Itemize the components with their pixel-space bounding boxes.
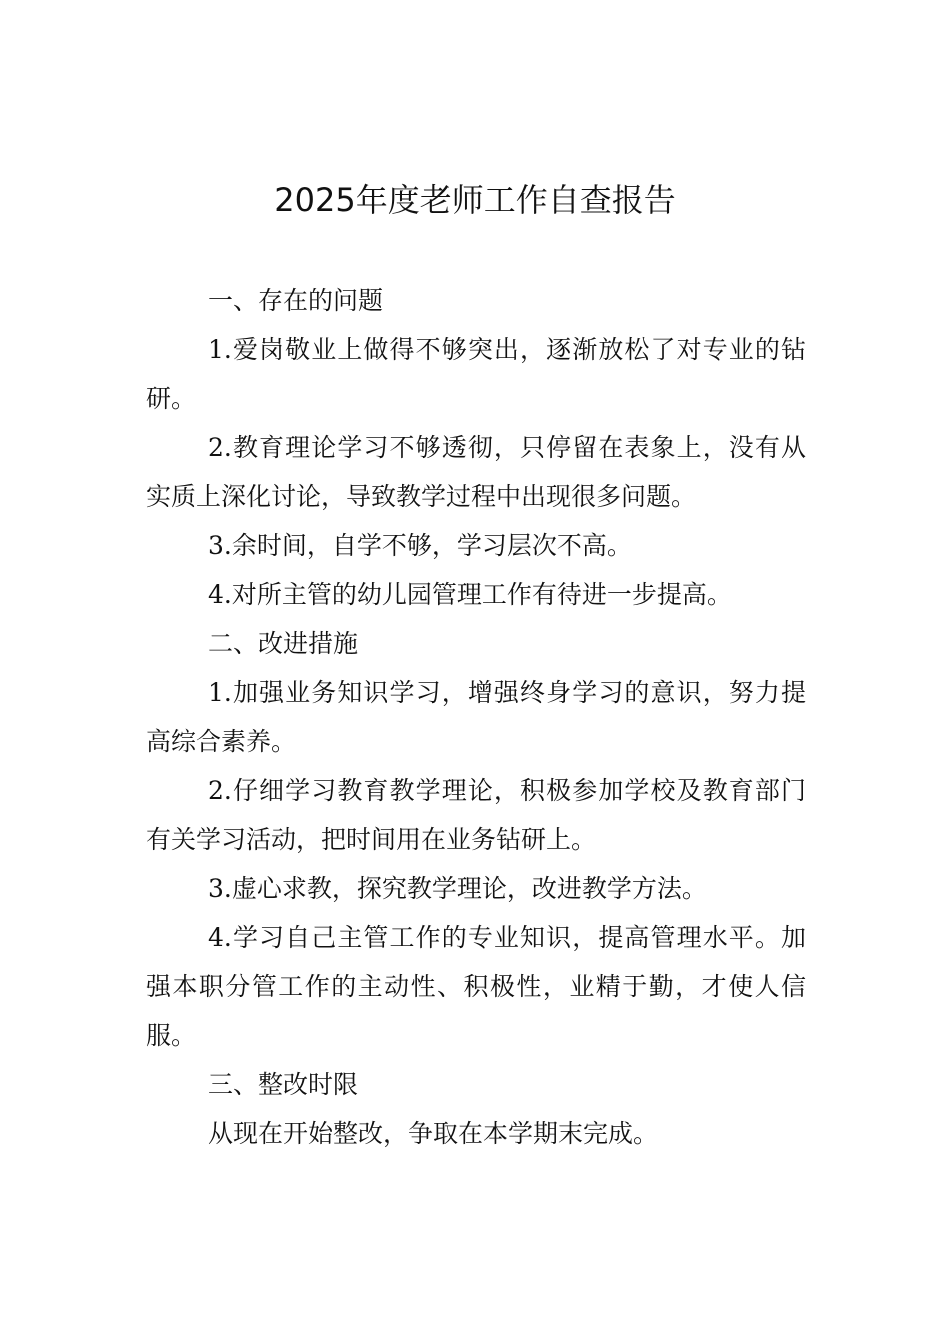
document-body	[146, 276, 806, 1158]
document-title: 2025年度老师工作自查报告	[274, 181, 676, 219]
measure-item-2: 2.仔细学习教育教学理论，积极参加学校及教育部门有关学习活动，把时间用在业务钻研上。	[146, 776, 806, 854]
problem-item-4: 4.对所主管的幼儿园管理工作有待进一步提高。	[208, 580, 732, 609]
section-heading-deadline: 三、整改时限	[208, 1070, 359, 1099]
problem-item-2: 2.教育理论学习不够透彻，只停留在表象上，没有从实质上深化讨论，导致教学过程中出现很多问题。	[146, 433, 806, 511]
measure-item-3: 3.虚心求教，探究教学理论，改进教学方法。	[208, 874, 707, 903]
problem-item-3: 3.余时间，自学不够，学习层次不高。	[208, 531, 632, 560]
section-heading-measures: 二、改进措施	[208, 629, 359, 658]
section-heading-problems: 一、存在的问题	[208, 286, 384, 315]
problem-item-1: 1.爱岗敬业上做得不够突出，逐渐放松了对专业的钻研。	[146, 335, 806, 413]
measure-item-4: 4.学习自己主管工作的专业知识，提高管理水平。加强本职分管工作的主动性、积极性，业精于勤，才使人信服。	[146, 923, 806, 1050]
measure-item-1: 1.加强业务知识学习，增强终身学习的意识，努力提高综合素养。	[146, 678, 806, 756]
deadline-text: 从现在开始整改，争取在本学期末完成。	[208, 1119, 659, 1148]
